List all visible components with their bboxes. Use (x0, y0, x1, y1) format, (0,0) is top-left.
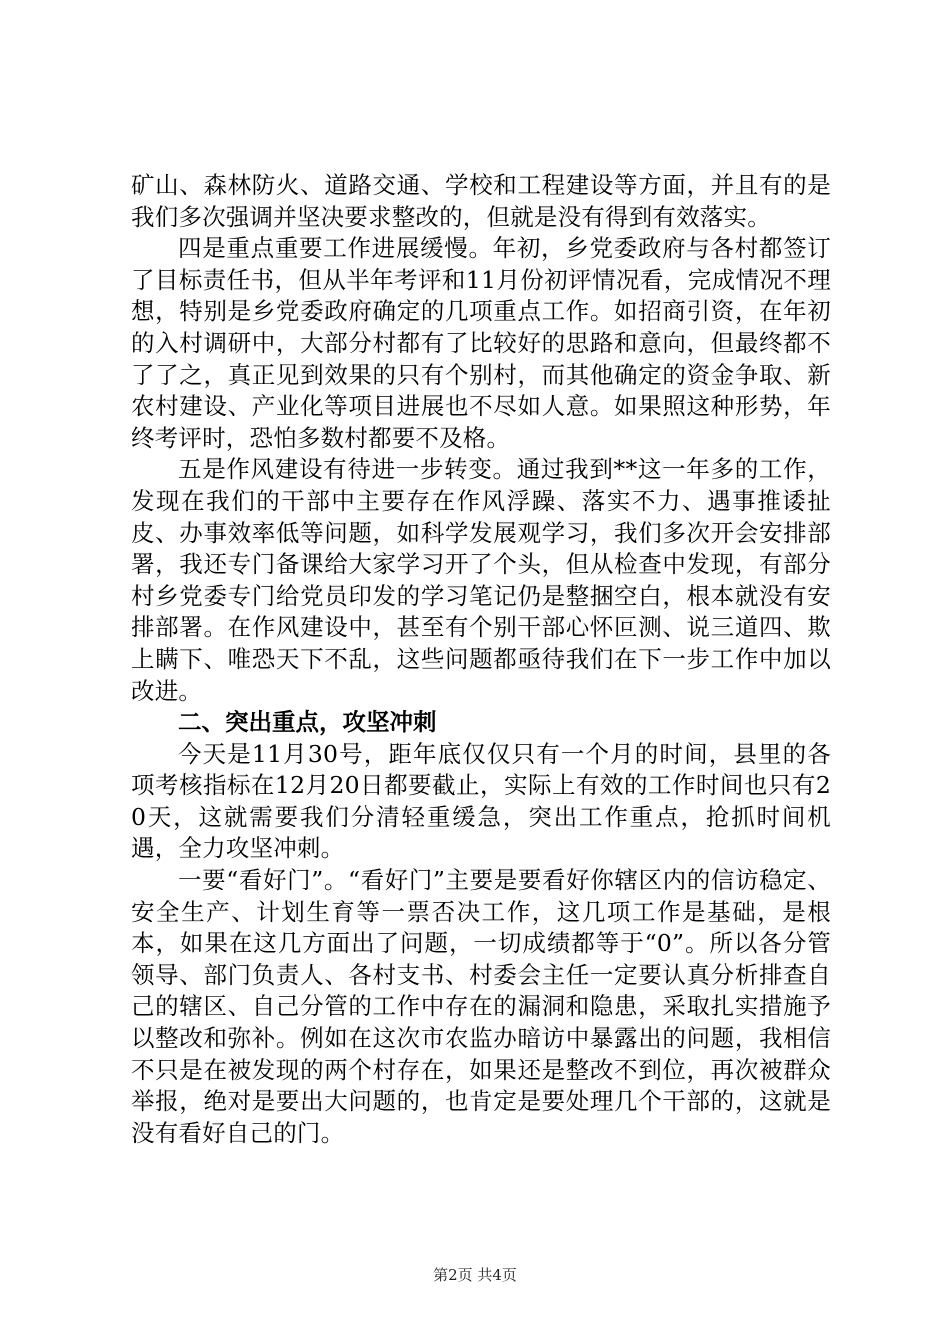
document-body (131, 170, 831, 1149)
page-footer: 第2页 共4页 (433, 1266, 517, 1284)
paragraph-guard-door: 一要“看好门”。“看好门”主要是要看好你辖区内的信访稳定、安全生产、计划生育等一票否决工作，这几项工作是基础，是根本，如果在这几方面出了问题，一切成绩都等于“0”。所以各分管领导、部门负责人、各村支书、村委会主任一定要认真分析排查自己的辖区、自己分管的工作中存在的漏洞和隐患，采取扎实措施予以整改和弥补。例如在这次市农监办暗访中暴露出的问题，我相信不只是在被发现的两个村存在，如果还是整改不到位，再次被群众举报，绝对是要出大问题的，也肯定是要处理几个干部的，这就是没有看好自己的门。 (131, 866, 831, 1147)
paragraph-point-five: 五是作风建设有待进一步转变。通过我到**这一年多的工作，发现在我们的干部中主要存在作风浮躁、落实不力、遇事推诿扯皮、办事效率低等问题，如科学发展观学习，我们多次开会安排部署，我还专门备课给大家学习开了个头，但从检查中发现，有部分村乡党委专门给党员印发的学习笔记仍是整捆空白，根本就没有安排部署。在作风建设中，甚至有个别干部心怀叵测、说三道四、欺上瞒下、唯恐天下不乱，这些问题都亟待我们在下一步工作中加以改进。 (131, 455, 831, 705)
section-heading: 二、突出重点，攻坚冲刺 (178, 708, 437, 737)
paragraph-point-four: 四是重点重要工作进展缓慢。年初，乡党委政府与各村都签订了目标责任书，但从半年考评和11月份初评情况看，完成情况不理想，特别是乡党委政府确定的几项重点工作。如招商引资，在年初的入村调研中，大部分村都有了比较好的思路和意向，但最终都不了了之，真正见到效果的只有个别村，而其他确定的资金争取、新农村建设、产业化等项目进展也不尽如人意。如果照这种形势，年终考评时，恐怕多数村都要不及格。 (131, 234, 831, 452)
paragraph-deadline: 今天是11月30号，距年底仅仅只有一个月的时间，县里的各项考核指标在12月20日都要截止，实际上有效的工作时间也只有20天，这就需要我们分清轻重缓急，突出工作重点，抢抓时间机遇，全力攻坚冲刺。 (131, 739, 831, 863)
paragraph-continuation: 矿山、森林防火、道路交通、学校和工程建设等方面，并且有的是我们多次强调并坚决要求整改的，但就是没有得到有效落实。 (131, 171, 831, 231)
